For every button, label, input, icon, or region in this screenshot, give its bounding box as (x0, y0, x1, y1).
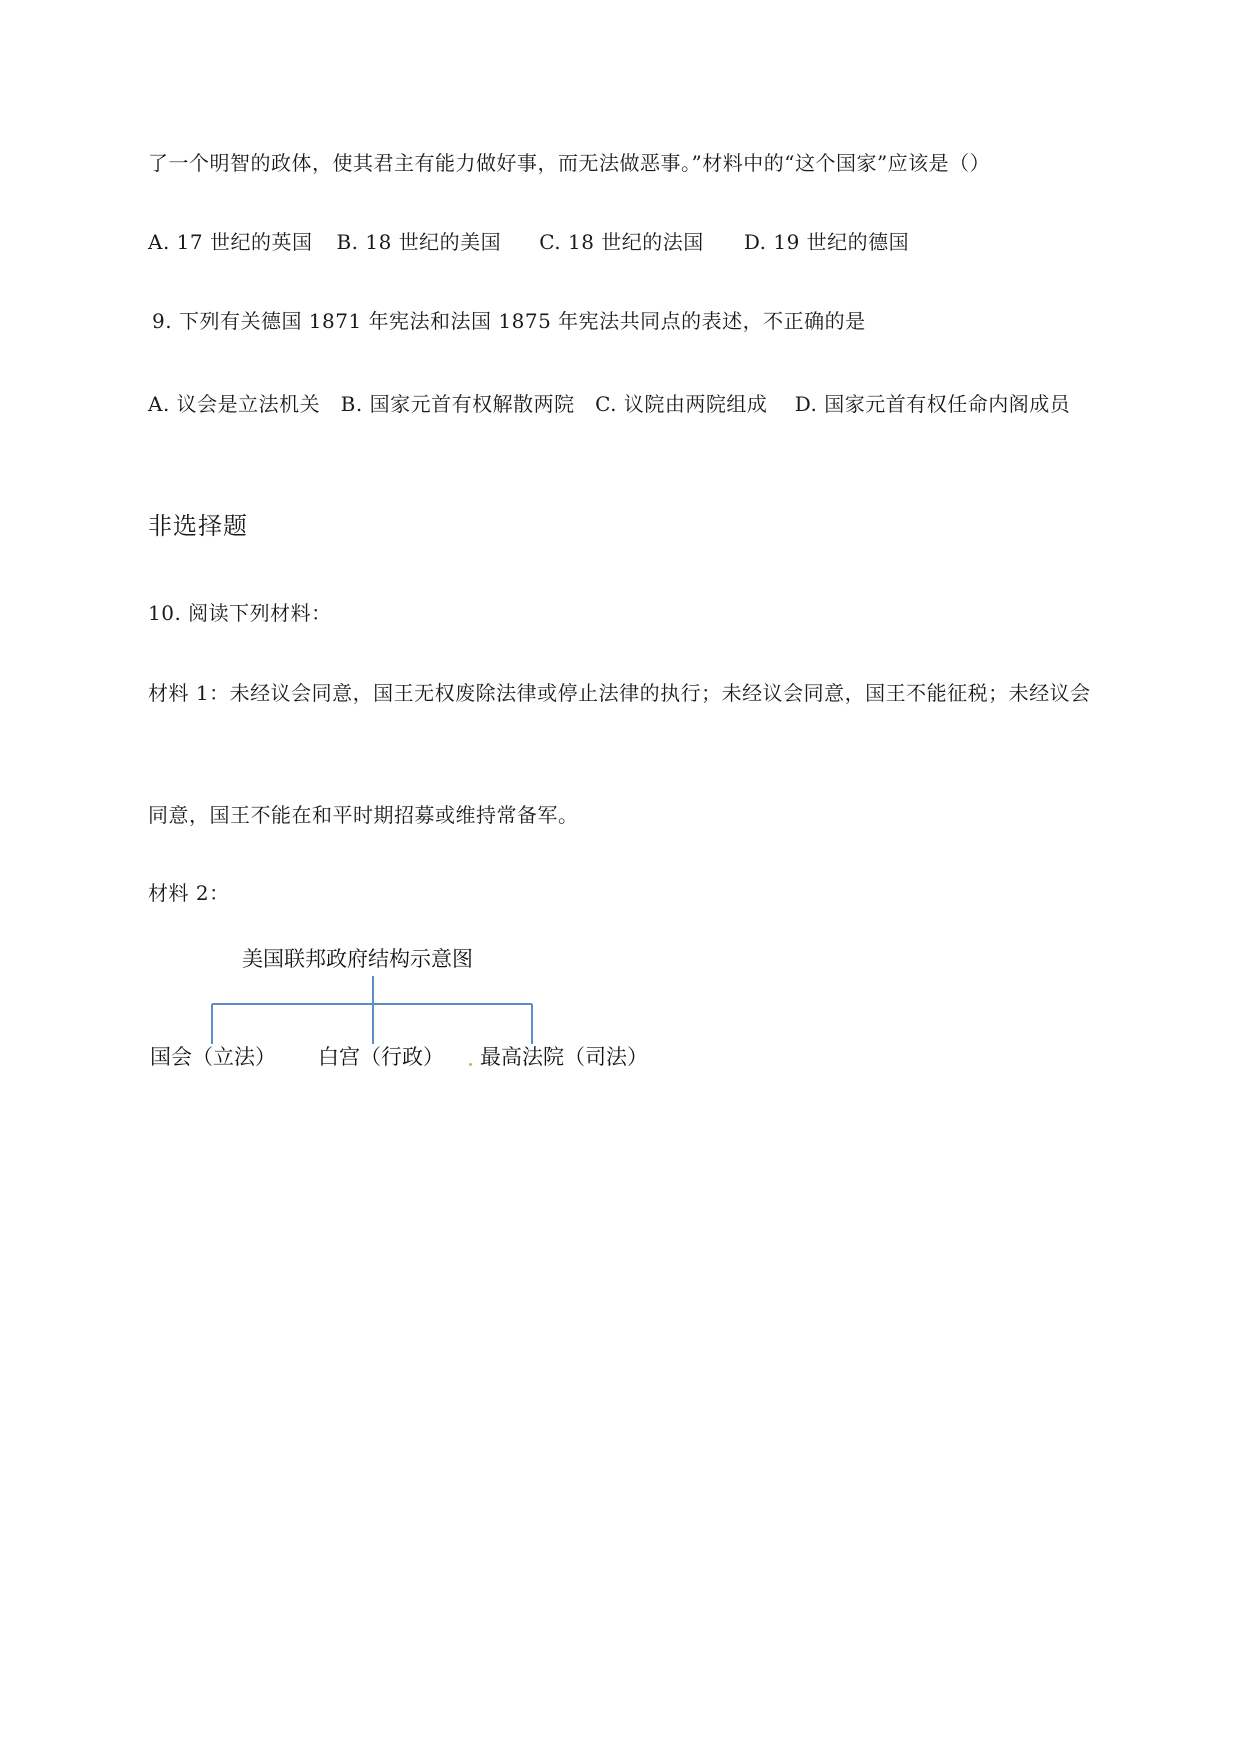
section-title: 非选择题 (148, 512, 248, 540)
node-congress: 国会（立法） (150, 1045, 276, 1069)
q10-material1-part2: 同意，国王不能在和平时期招募或维持常备军。 (148, 803, 579, 827)
q8-option-a: A. 17 世纪的英国 (148, 230, 313, 254)
stray-dot (469, 1063, 472, 1066)
government-structure-diagram (140, 944, 700, 1094)
diagram-connectors (140, 944, 700, 1094)
q9-options: A. 议会是立法机关 B. 国家元首有权解散两院 C. 议院由两院组成 D. 国家元首有权任命内阁成员 (148, 392, 1071, 416)
node-white-house: 白宫（行政） (318, 1045, 444, 1069)
q8-option-b: B. 18 世纪的美国 (336, 230, 502, 254)
diagram-title: 美国联邦政府结构示意图 (242, 947, 473, 971)
node-supreme-court: 最高法院（司法） (480, 1045, 648, 1069)
q10-stem: 10. 阅读下列材料： (148, 601, 332, 625)
q10-material2-label: 材料 2： (148, 881, 230, 905)
q9-stem: 9. 下列有关德国 1871 年宪法和法国 1875 年宪法共同点的表述，不正确的是 (152, 309, 866, 333)
q8-stem-tail: 了一个明智的政体，使其君主有能力做好事，而无法做恶事。”材料中的“这个国家”应该是（） (148, 151, 991, 175)
q8-option-c: C. 18 世纪的法国 (539, 230, 704, 254)
q8-option-d: D. 19 世纪的德国 (743, 230, 910, 254)
q8-options (148, 227, 909, 257)
q10-material1-part1: 材料 1：未经议会同意，国王无权废除法律或停止法律的执行；未经议会同意，国王不能征税；未经议会 (148, 681, 1091, 705)
